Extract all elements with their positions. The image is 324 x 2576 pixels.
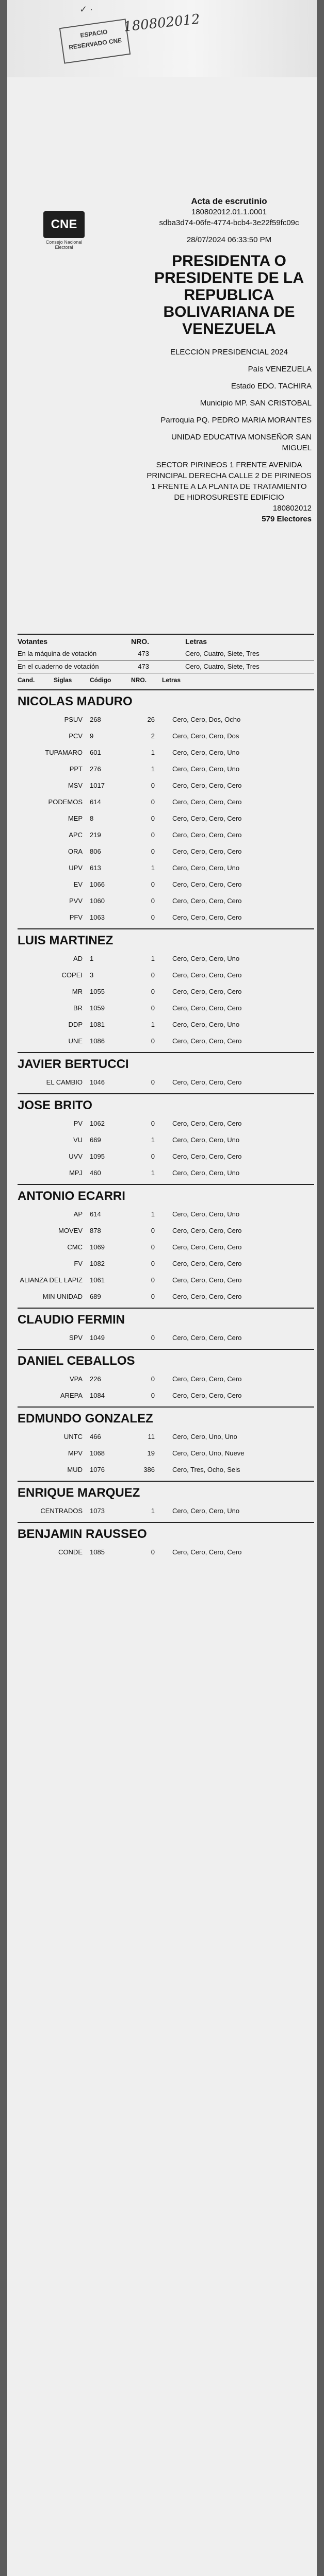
- party-votes: 1: [151, 1506, 155, 1515]
- party-name: FV: [74, 1259, 83, 1267]
- party-name: TUPAMARO: [45, 748, 83, 756]
- party-code: 1076: [90, 1465, 105, 1473]
- party-name: VPA: [69, 1375, 83, 1383]
- party-code: 1084: [90, 1391, 105, 1399]
- party-votes: 1: [151, 765, 155, 773]
- party-code: 8: [90, 814, 94, 822]
- party-name: CONDE: [58, 1548, 83, 1556]
- party-votes: 0: [151, 1259, 155, 1267]
- party-votes: 1: [151, 1168, 155, 1177]
- party-row: [18, 1016, 314, 1032]
- party-name: PFV: [69, 913, 83, 921]
- electores: 579 Electores: [262, 515, 312, 523]
- party-votes: 1: [151, 863, 155, 872]
- party-name: MUD: [67, 1465, 83, 1473]
- candidate-name: BENJAMIN RAUSSEO: [18, 1522, 314, 1544]
- party-code: 1062: [90, 1119, 105, 1127]
- party-votes-words: Cero, Cero, Cero, Uno: [172, 1020, 240, 1028]
- party-code: 1: [90, 954, 94, 962]
- centro: UNIDAD EDUCATIVA MONSEÑOR SAN MIGUEL: [171, 433, 312, 452]
- party-code: 466: [90, 1432, 101, 1440]
- party-row: [18, 843, 314, 859]
- party-votes-words: Cero, Cero, Cero, Cero: [172, 1333, 242, 1342]
- party-votes-words: Cero, Cero, Cero, Cero: [172, 1292, 242, 1300]
- party-code: 806: [90, 847, 101, 855]
- acta-receipt: [7, 0, 317, 2576]
- party-row: [18, 1074, 314, 1090]
- cne-logo: CNE: [43, 211, 85, 238]
- party-row: [18, 999, 314, 1016]
- party-votes: 0: [151, 847, 155, 855]
- party-votes-words: Cero, Cero, Cero, Cero: [172, 1037, 242, 1045]
- voter-meta-words: Cero, Cuatro, Siete, Tres: [185, 650, 260, 657]
- party-votes-words: Cero, Cero, Cero, Dos: [172, 732, 239, 740]
- party-votes: 0: [151, 1243, 155, 1251]
- party-code: 268: [90, 715, 101, 723]
- handwritten-code: 180802012: [122, 11, 201, 35]
- party-name: UNE: [68, 1037, 83, 1045]
- votantes-header: Votantes NRO. Letras: [18, 634, 314, 648]
- party-row: [18, 1164, 314, 1181]
- party-row: [18, 983, 314, 999]
- party-votes: 0: [151, 1004, 155, 1012]
- pais: País VENEZUELA: [248, 365, 312, 374]
- municipio: Municipio MP. SAN CRISTOBAL: [200, 399, 312, 408]
- reserved-stamp: ESPACIO RESERVADO CNE: [59, 19, 131, 63]
- party-row: [18, 1428, 314, 1445]
- party-name: MIN UNIDAD: [42, 1292, 83, 1300]
- candidate-block: [18, 1349, 314, 1403]
- party-votes-words: Cero, Cero, Cero, Uno: [172, 748, 240, 756]
- party-votes: 0: [151, 880, 155, 888]
- party-votes-words: Cero, Cero, Cero, Uno: [172, 1168, 240, 1177]
- party-row: [18, 1272, 314, 1288]
- candidate-list: [18, 689, 314, 1560]
- party-name: PV: [73, 1119, 83, 1127]
- party-name: PPT: [69, 765, 83, 773]
- party-votes: 1: [151, 1136, 155, 1144]
- candidate-name: JOSE BRITO: [18, 1093, 314, 1115]
- party-code: 1066: [90, 880, 105, 888]
- party-name: EV: [73, 880, 83, 888]
- party-code: 1085: [90, 1548, 105, 1556]
- party-code: 460: [90, 1168, 101, 1177]
- party-votes-words: Cero, Cero, Cero, Uno: [172, 1210, 240, 1218]
- voter-meta-row: [18, 660, 314, 673]
- party-votes: 1: [151, 748, 155, 756]
- candidate-block: [18, 1406, 314, 1478]
- party-name: DDP: [68, 1020, 83, 1028]
- party-name: APC: [69, 831, 83, 839]
- party-votes: 1: [151, 954, 155, 962]
- party-votes: 0: [151, 1078, 155, 1086]
- candidate-block: [18, 1093, 314, 1181]
- votes-section: [18, 634, 314, 1560]
- voter-meta-num: 473: [138, 650, 149, 657]
- party-votes: 386: [143, 1465, 155, 1473]
- party-name: AP: [73, 1210, 83, 1218]
- party-votes-words: Cero, Cero, Cero, Cero: [172, 831, 242, 839]
- party-votes: 0: [151, 1037, 155, 1045]
- party-code: 669: [90, 1136, 101, 1144]
- candidate-block: [18, 1184, 314, 1304]
- voter-meta-label: En la máquina de votación: [18, 650, 97, 657]
- party-votes-words: Cero, Cero, Cero, Cero: [172, 798, 242, 806]
- party-name: MOVEV: [58, 1226, 83, 1234]
- candidate-columns-header: Cand. Siglas Código NRO. Letras: [18, 676, 181, 684]
- party-code: 1068: [90, 1449, 105, 1457]
- party-votes-words: Cero, Cero, Cero, Uno: [172, 1506, 240, 1515]
- party-name: PVV: [69, 896, 83, 905]
- party-votes-words: Cero, Cero, Cero, Cero: [172, 896, 242, 905]
- acta-title: Acta de escrutinio: [191, 196, 267, 206]
- party-votes-words: Cero, Cero, Cero, Cero: [172, 1243, 242, 1251]
- party-row: [18, 1288, 314, 1304]
- party-votes-words: Cero, Cero, Cero, Cero: [172, 1276, 242, 1284]
- party-name: UPV: [69, 863, 83, 872]
- voter-meta-label: En el cuaderno de votación: [18, 663, 99, 670]
- party-name: PCV: [69, 732, 83, 740]
- party-votes: 0: [151, 987, 155, 995]
- party-votes-words: Cero, Tres, Ocho, Seis: [172, 1465, 240, 1473]
- parroquia: Parroquia PQ. PEDRO MARIA MORANTES: [160, 416, 312, 425]
- party-name: MPV: [68, 1449, 83, 1457]
- voter-meta: [18, 648, 314, 673]
- party-votes-words: Cero, Cero, Cero, Cero: [172, 1391, 242, 1399]
- party-votes: 2: [151, 732, 155, 740]
- party-votes-words: Cero, Cero, Cero, Cero: [172, 1259, 242, 1267]
- party-row: [18, 1387, 314, 1403]
- candidate-block: [18, 1481, 314, 1519]
- party-code: 1049: [90, 1333, 105, 1342]
- party-code: 219: [90, 831, 101, 839]
- party-code: 614: [90, 1210, 101, 1218]
- voter-meta-row: [18, 648, 314, 660]
- candidate-name: ANTONIO ECARRI: [18, 1184, 314, 1206]
- estado: Estado EDO. TACHIRA: [231, 382, 312, 391]
- party-votes: 0: [151, 1548, 155, 1556]
- party-votes: 1: [151, 1210, 155, 1218]
- party-row: [18, 1461, 314, 1478]
- party-name: COPEI: [61, 971, 83, 979]
- party-code: 878: [90, 1226, 101, 1234]
- party-row: [18, 1445, 314, 1461]
- party-row: [18, 1131, 314, 1148]
- party-votes: 0: [151, 1276, 155, 1284]
- party-row: [18, 711, 314, 727]
- party-votes: 11: [148, 1432, 155, 1440]
- party-name: CENTRADOS: [40, 1506, 83, 1515]
- party-name: ORA: [68, 847, 83, 855]
- party-code: 1086: [90, 1037, 105, 1045]
- party-row: [18, 1329, 314, 1346]
- party-votes-words: Cero, Cero, Cero, Cero: [172, 1119, 242, 1127]
- party-row: [18, 744, 314, 760]
- party-code: 1017: [90, 781, 105, 789]
- party-row: [18, 950, 314, 967]
- party-votes: 0: [151, 798, 155, 806]
- party-name: UNTC: [63, 1432, 83, 1440]
- candidate-block: [18, 928, 314, 1049]
- party-votes-words: Cero, Cero, Cero, Cero: [172, 1226, 242, 1234]
- candidate-block: [18, 689, 314, 925]
- party-code: 1095: [90, 1152, 105, 1160]
- party-name: PODEMOS: [48, 798, 83, 806]
- party-votes-words: Cero, Cero, Cero, Cero: [172, 781, 242, 789]
- election-name: ELECCIÓN PRESIDENCIAL 2024: [170, 348, 288, 357]
- party-votes: 19: [147, 1449, 155, 1457]
- party-code: 1069: [90, 1243, 105, 1251]
- codigo: 180802012: [272, 504, 312, 513]
- party-name: PSUV: [64, 715, 83, 723]
- party-row: [18, 1255, 314, 1272]
- party-votes: 0: [151, 1119, 155, 1127]
- party-code: 1063: [90, 913, 105, 921]
- party-row: [18, 859, 314, 876]
- party-votes: 0: [151, 1226, 155, 1234]
- candidate-name: ENRIQUE MARQUEZ: [18, 1481, 314, 1502]
- party-votes-words: Cero, Cero, Cero, Cero: [172, 1078, 242, 1086]
- party-votes-words: Cero, Cero, Cero, Cero: [172, 1375, 242, 1383]
- candidate-block: [18, 1052, 314, 1090]
- acta-hash: sdba3d74-06fe-4774-bcb4-3e22f59fc09c: [159, 218, 299, 227]
- party-row: [18, 1115, 314, 1131]
- party-code: 1046: [90, 1078, 105, 1086]
- party-code: 1073: [90, 1506, 105, 1515]
- party-row: [18, 1370, 314, 1387]
- party-votes-words: Cero, Cero, Dos, Ocho: [172, 715, 241, 723]
- candidate-block: [18, 1308, 314, 1346]
- party-row: [18, 1032, 314, 1049]
- party-votes-words: Cero, Cero, Cero, Cero: [172, 987, 242, 995]
- voter-meta-words: Cero, Cuatro, Siete, Tres: [185, 663, 260, 670]
- party-votes: 0: [151, 781, 155, 789]
- party-votes-words: Cero, Cero, Uno, Uno: [172, 1432, 237, 1440]
- party-name: UVV: [69, 1152, 83, 1160]
- party-votes-words: Cero, Cero, Cero, Cero: [172, 847, 242, 855]
- party-row: [18, 1206, 314, 1222]
- party-name: SPV: [69, 1333, 83, 1342]
- party-votes: 0: [151, 814, 155, 822]
- party-row: [18, 1502, 314, 1519]
- party-votes: 0: [151, 1375, 155, 1383]
- party-name: MEP: [68, 814, 83, 822]
- party-name: VU: [73, 1136, 83, 1144]
- party-votes: 0: [151, 971, 155, 979]
- party-row: [18, 793, 314, 810]
- acta-timestamp: 28/07/2024 06:33:50 PM: [186, 235, 272, 244]
- party-code: 1061: [90, 1276, 105, 1284]
- party-row: [18, 876, 314, 892]
- candidate-name: LUIS MARTINEZ: [18, 928, 314, 950]
- party-name: BR: [73, 1004, 83, 1012]
- candidate-name: DANIEL CEBALLOS: [18, 1349, 314, 1370]
- party-votes-words: Cero, Cero, Cero, Cero: [172, 1152, 242, 1160]
- party-votes-words: Cero, Cero, Cero, Uno: [172, 1136, 240, 1144]
- party-votes: 1: [151, 1020, 155, 1028]
- party-row: [18, 810, 314, 826]
- party-code: 613: [90, 863, 101, 872]
- party-row: [18, 826, 314, 843]
- party-votes-words: Cero, Cero, Cero, Uno: [172, 765, 240, 773]
- party-name: MR: [72, 987, 83, 995]
- candidate-block: [18, 1522, 314, 1560]
- party-code: 3: [90, 971, 94, 979]
- party-name: EL CAMBIO: [46, 1078, 83, 1086]
- party-votes: 0: [151, 831, 155, 839]
- candidate-name: NICOLAS MADURO: [18, 689, 314, 711]
- party-code: 1055: [90, 987, 105, 995]
- party-code: 1082: [90, 1259, 105, 1267]
- party-votes-words: Cero, Cero, Cero, Cero: [172, 814, 242, 822]
- party-code: 614: [90, 798, 101, 806]
- acta-number: 180802012.01.1.0001: [191, 208, 267, 216]
- party-code: 276: [90, 765, 101, 773]
- party-votes-words: Cero, Cero, Cero, Uno: [172, 863, 240, 872]
- party-votes: 26: [147, 715, 155, 723]
- party-votes-words: Cero, Cero, Cero, Cero: [172, 1548, 242, 1556]
- party-votes: 0: [151, 896, 155, 905]
- party-votes-words: Cero, Cero, Cero, Cero: [172, 971, 242, 979]
- cne-logo-caption: Consejo Nacional Electoral: [45, 240, 83, 250]
- party-votes: 0: [151, 913, 155, 921]
- party-name: AREPA: [60, 1391, 83, 1399]
- party-code: 1081: [90, 1020, 105, 1028]
- direccion: SECTOR PIRINEOS 1 FRENTE AVENIDA PRINCIPAL DERECHA CALLE 2 DE PIRINEOS 1 FRENTE A LA PLANTA DE TRATAMIENTO DE HIDROSURESTE EDIFICIO: [147, 461, 312, 502]
- party-row: [18, 1222, 314, 1239]
- party-row: [18, 1239, 314, 1255]
- party-row: [18, 777, 314, 793]
- party-name: MPJ: [69, 1168, 83, 1177]
- party-votes-words: Cero, Cero, Cero, Uno: [172, 954, 240, 962]
- party-votes-words: Cero, Cero, Uno, Nueve: [172, 1449, 245, 1457]
- party-row: [18, 967, 314, 983]
- acta-header: [147, 196, 312, 524]
- party-row: [18, 892, 314, 909]
- party-row: [18, 1148, 314, 1164]
- party-votes-words: Cero, Cero, Cero, Cero: [172, 880, 242, 888]
- party-votes: 0: [151, 1333, 155, 1342]
- party-code: 689: [90, 1292, 101, 1300]
- party-votes-words: Cero, Cero, Cero, Cero: [172, 1004, 242, 1012]
- election-title: PRESIDENTA O PRESIDENTE DE LA REPUBLICA BOLIVARIANA DE VENEZUELA: [154, 252, 304, 337]
- party-row: [18, 909, 314, 925]
- party-votes: 0: [151, 1391, 155, 1399]
- voter-meta-num: 473: [138, 663, 149, 670]
- party-row: [18, 760, 314, 777]
- party-row: [18, 1544, 314, 1560]
- party-name: ALIANZA DEL LAPIZ: [20, 1276, 83, 1284]
- candidate-name: EDMUNDO GONZALEZ: [18, 1406, 314, 1428]
- party-votes: 0: [151, 1152, 155, 1160]
- party-code: 1059: [90, 1004, 105, 1012]
- party-row: [18, 727, 314, 744]
- candidate-name: JAVIER BERTUCCI: [18, 1052, 314, 1074]
- party-votes: 0: [151, 1292, 155, 1300]
- receipt-top-strip: [7, 0, 317, 77]
- party-votes-words: Cero, Cero, Cero, Cero: [172, 913, 242, 921]
- party-code: 601: [90, 748, 101, 756]
- party-name: MSV: [68, 781, 83, 789]
- party-name: CMC: [67, 1243, 83, 1251]
- top-mark: ✓ ·: [79, 4, 93, 14]
- party-code: 1060: [90, 896, 105, 905]
- candidate-name: CLAUDIO FERMIN: [18, 1308, 314, 1329]
- party-code: 9: [90, 732, 94, 740]
- party-name: AD: [73, 954, 83, 962]
- party-code: 226: [90, 1375, 101, 1383]
